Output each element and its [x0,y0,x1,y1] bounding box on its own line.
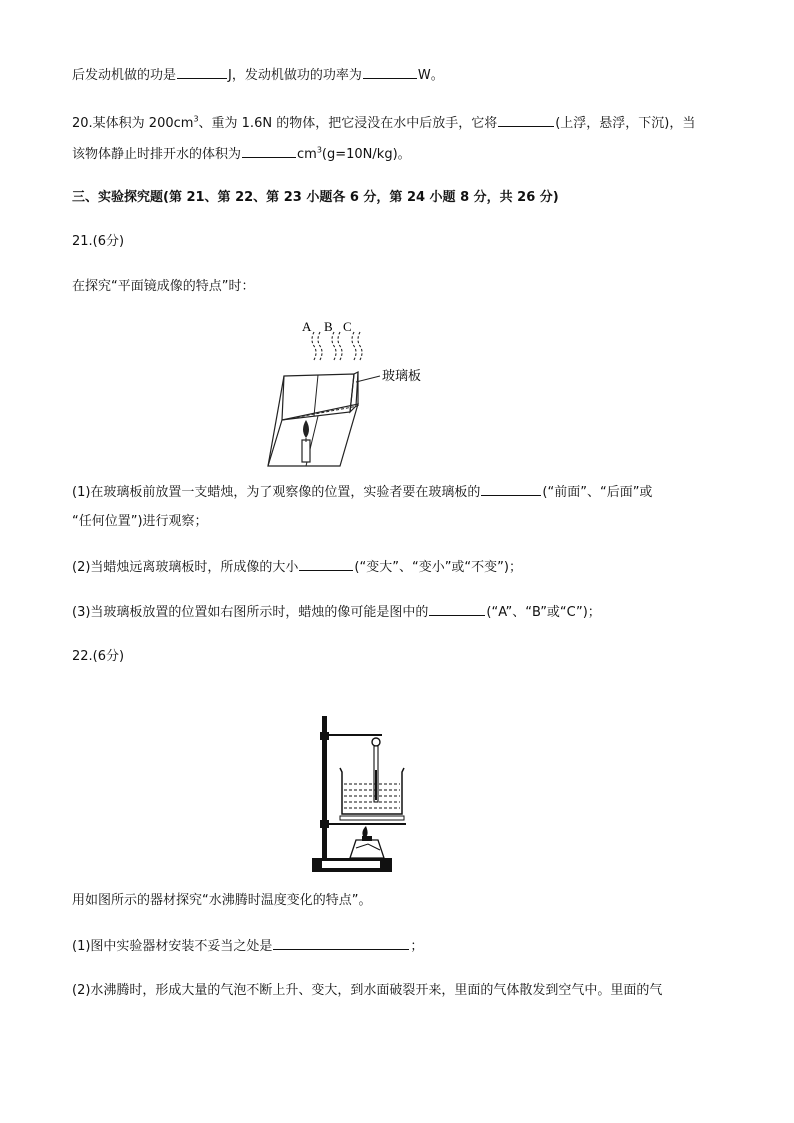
q21-p3a: (3)当玻璃板放置的位置如右图所示时，蜡烛的像可能是图中的 [72,605,429,620]
section-3-heading: 三、实验探究题(第 21、第 22、第 23 小题各 6 分，第 24 小题 8 分，共 26 分) [72,190,559,205]
alcohol-lamp-icon [350,826,384,858]
answer-blank-image-size[interactable] [299,558,353,571]
answer-blank-work[interactable] [177,66,227,79]
q20-text-2c: (g=10N/kg)。 [321,147,411,162]
q20-text-1c: (上浮，悬浮，下沉)，当 [555,116,696,131]
answer-blank-image-position[interactable] [429,603,485,616]
q20-sup-1: 3 [193,114,199,124]
candle-icon [302,420,310,462]
q20-text-1a: 20.某体积为 200cm [72,116,194,131]
q21-p2b: (“变大”、“变小”或“不变”)； [354,560,522,575]
q20-line-1 [72,114,695,133]
label-c: C [343,319,352,334]
q22-number: 22.(6分) [72,649,125,664]
q20-text-2b: cm [297,147,317,162]
q21-intro: 在探究“平面镜成像的特点”时： [72,279,255,294]
image-candle-b-shape [332,332,336,360]
q20-text-2a: 该物体静止时排开水的体积为 [72,147,242,162]
q21-part-1-line-1 [72,483,652,502]
q22-part-2: (2)水沸腾时，形成大量的气泡不断上升、变大，到水面破裂开来，里面的气体散发到空气中。里面的气 [72,983,663,998]
q21-part-2 [72,558,522,577]
q22-part-1 [72,937,423,956]
answer-blank-float-state[interactable] [498,114,554,127]
q19-continuation-line [72,66,444,85]
image-candle-a-shape [312,332,316,360]
q22-intro: 用如图所示的器材探究“水沸腾时温度变化的特点”。 [72,893,372,908]
q20-sup-2: 3 [316,145,322,155]
q19-text-c: W。 [417,68,444,83]
q21-p3b: (“A”、“B”或“C”)； [486,605,601,620]
q21-number: 21.(6分) [72,234,125,249]
answer-blank-improper-setup[interactable] [273,937,409,950]
q21-p1b: (“前面”、“后面”或 [542,485,653,500]
q22-p1a: (1)图中实验器材安装不妥当之处是 [72,939,273,954]
answer-blank-observe-side[interactable] [481,483,541,496]
q21-p1a: (1)在玻璃板前放置一支蜡烛，为了观察像的位置，实验者要在玻璃板的 [72,485,481,500]
q19-text-b: J，发动机做功的功率为 [228,68,362,83]
image-candle-c-shape [352,332,356,360]
label-b: B [324,319,333,334]
answer-blank-volume[interactable] [242,145,296,158]
q19-text-a: 后发动机做的功是 [72,68,177,83]
q22-p1b: ； [410,939,424,954]
boiling-apparatus-figure [310,712,410,878]
q21-part-1-line-2: “任何位置”)进行观察； [72,514,208,529]
glass-plate-label: 玻璃板 [382,369,422,384]
label-a: A [302,319,312,334]
q21-part-3 [72,603,601,622]
beaker [340,768,404,814]
plane-mirror-figure [262,316,462,472]
answer-blank-power[interactable] [363,66,417,79]
q20-line-2 [72,145,411,164]
q21-p2a: (2)当蜡烛远离玻璃板时，所成像的大小 [72,560,299,575]
q20-text-1b: 、重为 1.6N 的物体，把它浸没在水中后放手，它将 [198,116,498,131]
